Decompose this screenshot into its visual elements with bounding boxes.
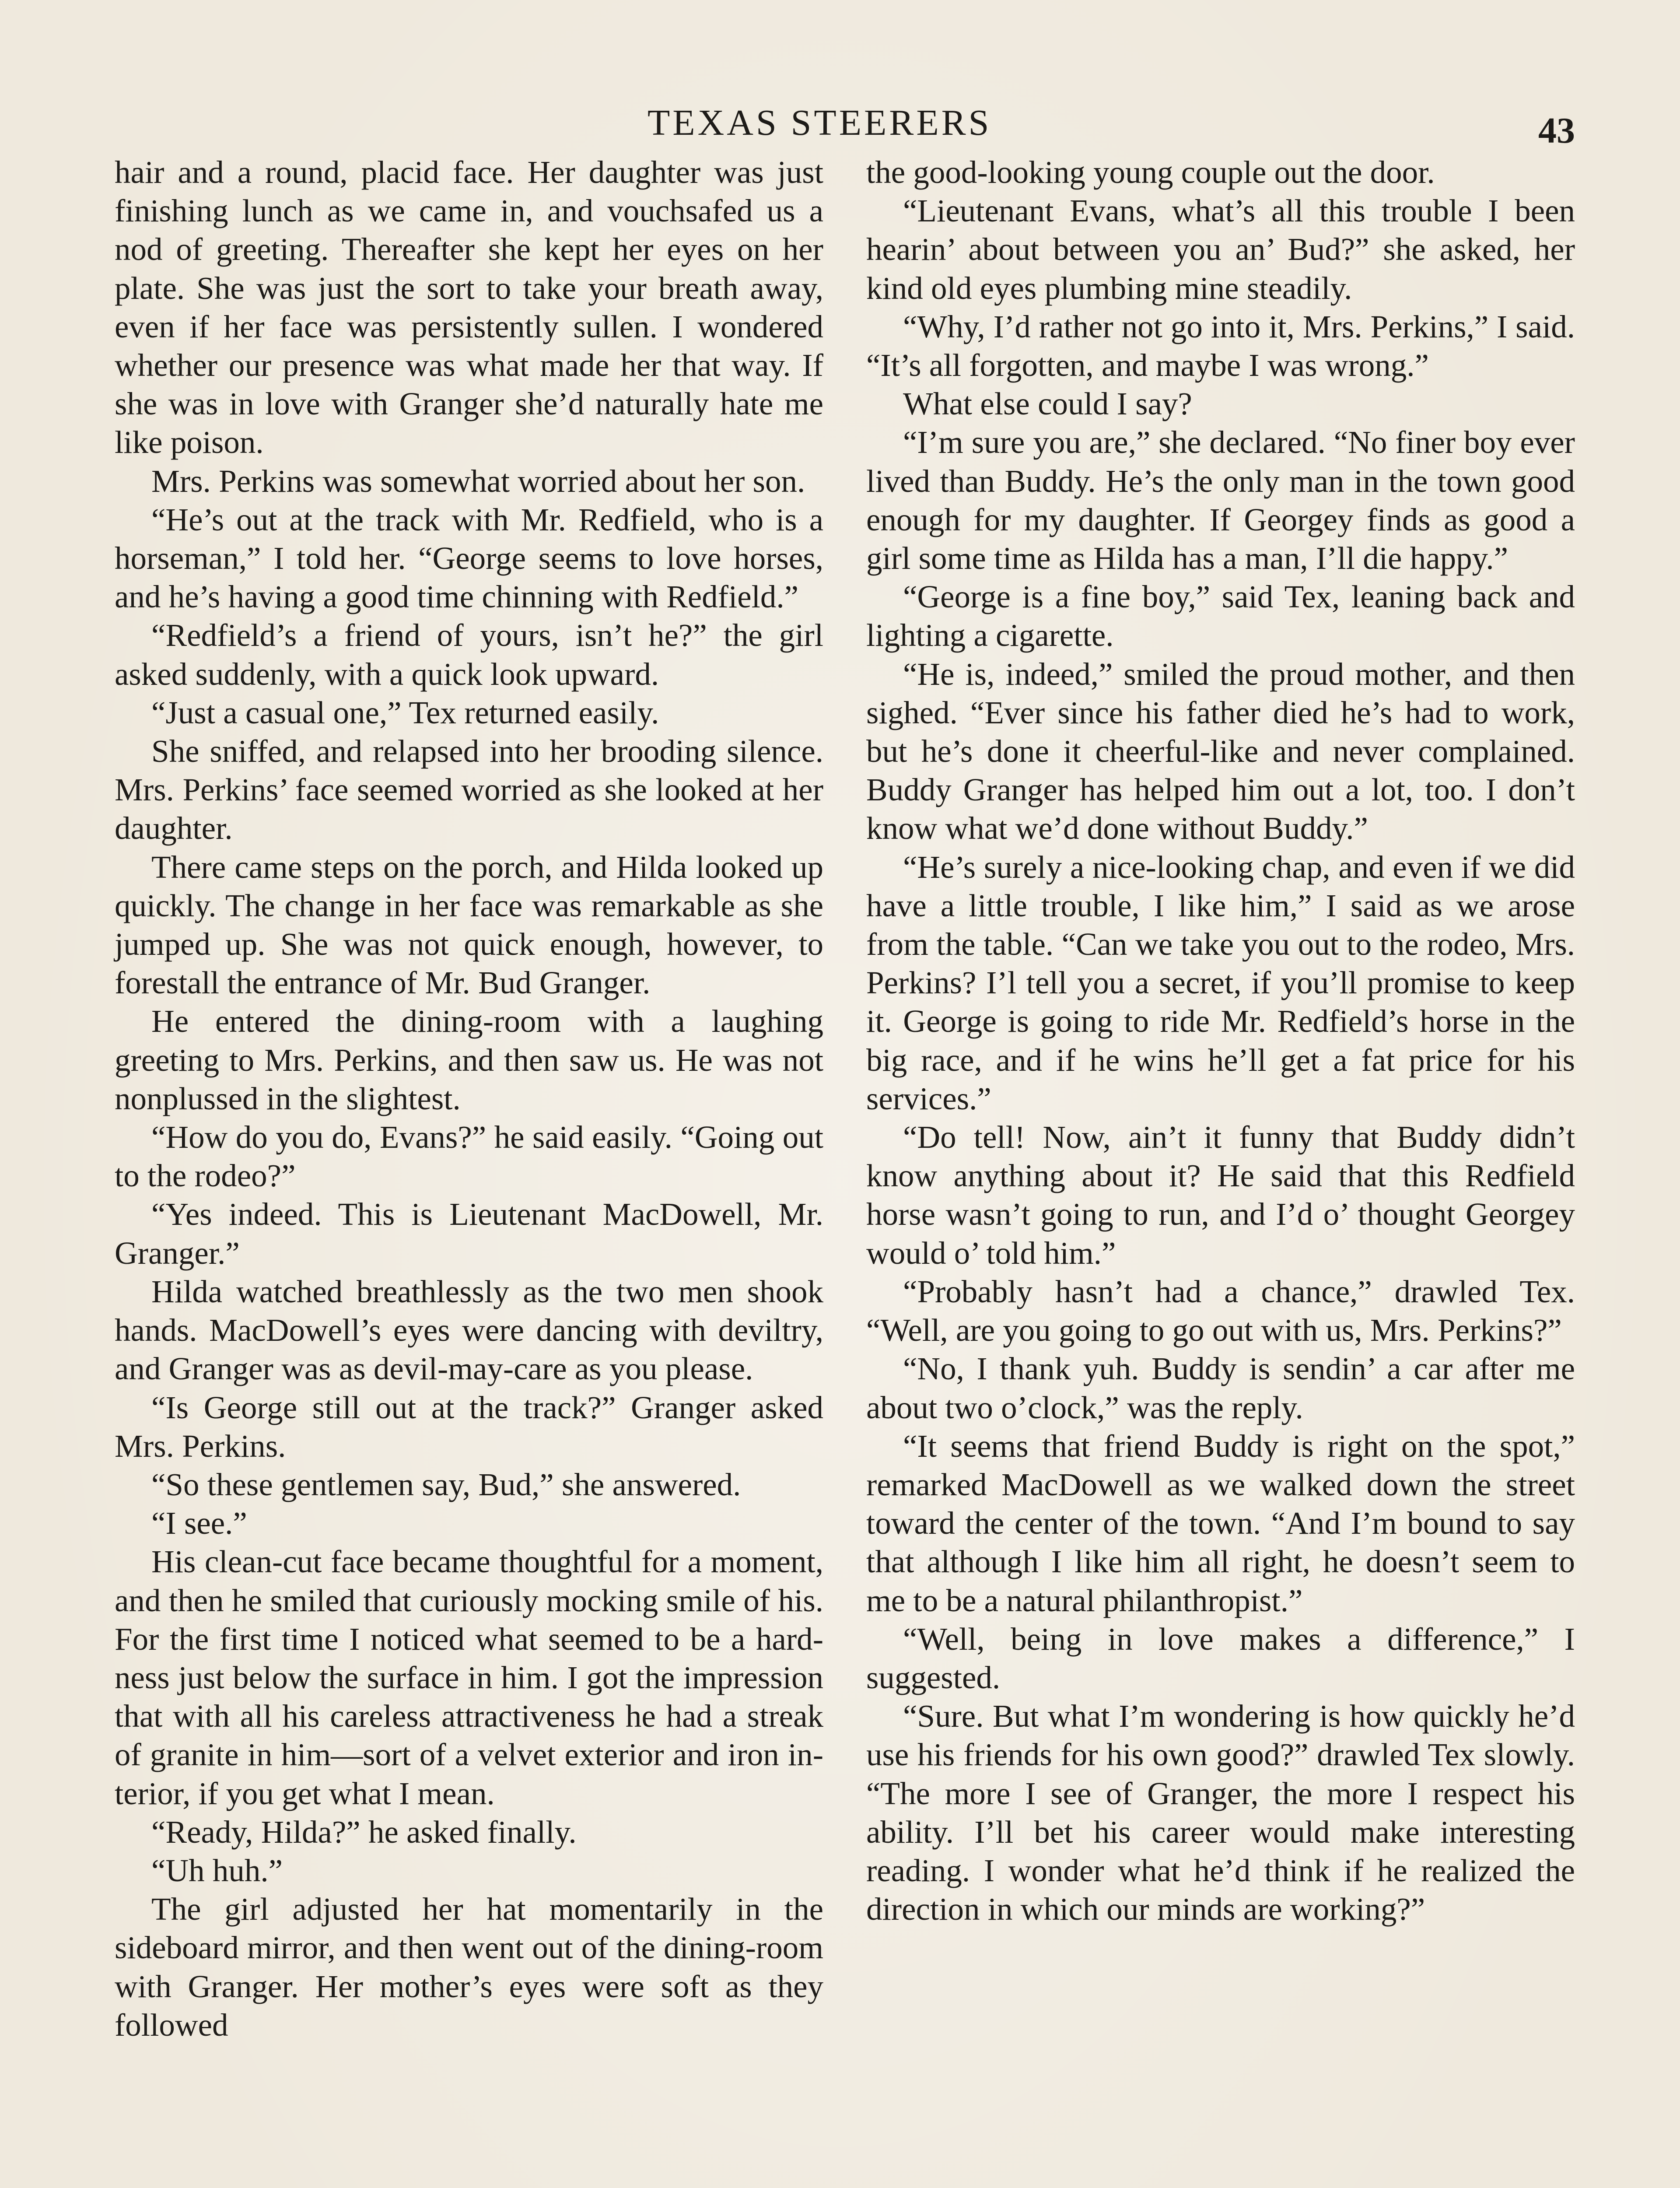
paragraph: He entered the dining-room with a laughing greeting to Mrs. Perkins, and then saw us. He was not nonplussed in the slightest.: [115, 1003, 823, 1116]
paragraph: There came steps on the porch, and Hilda looked up quickly. The change in her face was remarkable as she jumped up. She was not quick enough, however, to forestall the entrance of Mr. Bud Granger.: [115, 849, 823, 1001]
page-header: [114, 102, 1584, 150]
running-title: TEXAS STEERERS: [648, 102, 992, 143]
paragraph: the good-looking young couple out the door.: [866, 154, 1435, 190]
paragraph: His clean-cut face became thoughtful for a moment, and then he smiled that curiously mocking smile of his. For the first time I noticed what seemed to be a hardness just below the surface in him. I got the impression that with all his careless attractiveness he had a streak of granite in him—sort of a velvet exterior and iron interior, if you get what I mean.: [115, 1544, 823, 1811]
paragraph: Mrs. Perkins was somewhat worried about her son.: [151, 463, 805, 499]
paragraph: “Do tell! Now, ain’t it funny that Buddy didn’t know anything about it? He said that this Redfield horse wasn’t going to run, and I’d o’ thought Georgey would o’ told him.”: [866, 1119, 1575, 1271]
paragraph: “He’s out at the track with Mr. Redfield, who is a horseman,” I told her. “George seems to love horses, and he’s having a good time chinning with Redfield.”: [115, 501, 823, 615]
paragraph: “No, I thank yuh. Buddy is sendin’ a car after me about two o’clock,” was the reply.: [866, 1351, 1575, 1425]
paragraph: “George is a fine boy,” said Tex, leaning back and lighting a cigarette.: [866, 579, 1575, 653]
paragraph: She sniffed, and relapsed into her brooding silence. Mrs. Perkins’ face seemed worried as she looked at her daughter.: [115, 733, 823, 846]
paragraph: “He is, indeed,” smiled the proud mother, and then sighed. “Ever since his father died he’s had to work, but he’s done it cheerful-like and never complained. Buddy Granger has helped him out a lot, too. I don’t know what we’d done without Buddy.”: [866, 656, 1575, 846]
paragraph: “I’m sure you are,” she declared. “No finer boy ever lived than Buddy. He’s the only man in the town good enough for my daughter. If Georgey finds as good a girl some time as Hilda has a man, I’ll die happy.”: [866, 424, 1575, 576]
paragraph: “Ready, Hilda?” he asked finally.: [151, 1814, 577, 1850]
paragraph: “Why, I’d rather not go into it, Mrs. Perkins,” I said. “It’s all forgotten, and maybe I was wrong.”: [866, 309, 1575, 383]
paragraph: “Well, being in love makes a difference,” I suggested.: [866, 1621, 1575, 1695]
paragraph: “Just a casual one,” Tex returned easily.: [151, 694, 659, 730]
paragraph: The girl adjusted her hat momentarily in the sideboard mirror, and then went out of the dining-room with Granger. Her mother’s eyes were soft as they followed: [115, 1891, 823, 2043]
paragraph: “Yes indeed. This is Lieutenant MacDowell, Mr. Granger.”: [115, 1196, 823, 1271]
paragraph: “How do you do, Evans?” he said easily. “Going out to the rodeo?”: [115, 1119, 823, 1194]
paragraph: hair and a round, placid face. Her daughter was just finishing lunch as we came in, and vouchsafed us a nod of greeting. Thereafter she kept her eyes on her plate. She was just the sort to take your breath away, even if her face was persistently sullen. I wondered whether our presence was what made her that way. If she was in love with Granger she’d naturally hate me like poison.: [115, 154, 823, 460]
paragraph: “Lieutenant Evans, what’s all this trouble I been hearin’ about between you an’ Bud?” she asked, her kind old eyes plumbing mine steadily.: [866, 193, 1575, 306]
paragraph: Hilda watched breathlessly as the two men shook hands. MacDowell’s eyes were dancing with deviltry, and Granger was as devil-may-care as you please.: [115, 1273, 823, 1387]
page-number: 43: [1538, 110, 1575, 151]
paragraph: “He’s surely a nice-looking chap, and even if we did have a little trouble, I like him,” I said as we arose from the table. “Can we take you out to the rodeo, Mrs. Perkins? I’l tell you a secret, if you’ll promise to keep it. George is going to ride Mr. Redfield’s horse in the big race, and if he wins he’ll get a fat price for his services.”: [866, 849, 1575, 1116]
right-text-column: [866, 153, 1575, 1929]
paragraph: What else could I say?: [903, 386, 1192, 422]
left-text-column: [115, 153, 823, 2044]
paragraph: “It seems that friend Buddy is right on the spot,” remarked MacDowell as we walked down the street toward the center of the town. “And I’m bound to say that although I like him all right, he doesn’t seem to me to be a natural philanthropist.”: [866, 1428, 1575, 1618]
paragraph: “Probably hasn’t had a chance,” drawled Tex. “Well, are you going to go out with us, Mrs. Perkins?”: [866, 1273, 1575, 1348]
paragraph: “Uh huh.”: [151, 1852, 283, 1888]
paragraph: “Sure. But what I’m wondering is how quickly he’d use his friends for his own good?” drawled Tex slowly. “The more I see of Granger, the more I respect his ability. I’ll bet his career would make interesting reading. I wonder what he’d think if he realized the direction in which our minds are working?”: [866, 1698, 1575, 1927]
paragraph: “Redfield’s a friend of yours, isn’t he?” the girl asked suddenly, with a quick look upward.: [115, 617, 823, 692]
paragraph: “I see.”: [151, 1505, 247, 1541]
paragraph: “So these gentlemen say, Bud,” she answered.: [151, 1466, 741, 1502]
paragraph: “Is George still out at the track?” Granger asked Mrs. Perkins.: [115, 1389, 823, 1464]
